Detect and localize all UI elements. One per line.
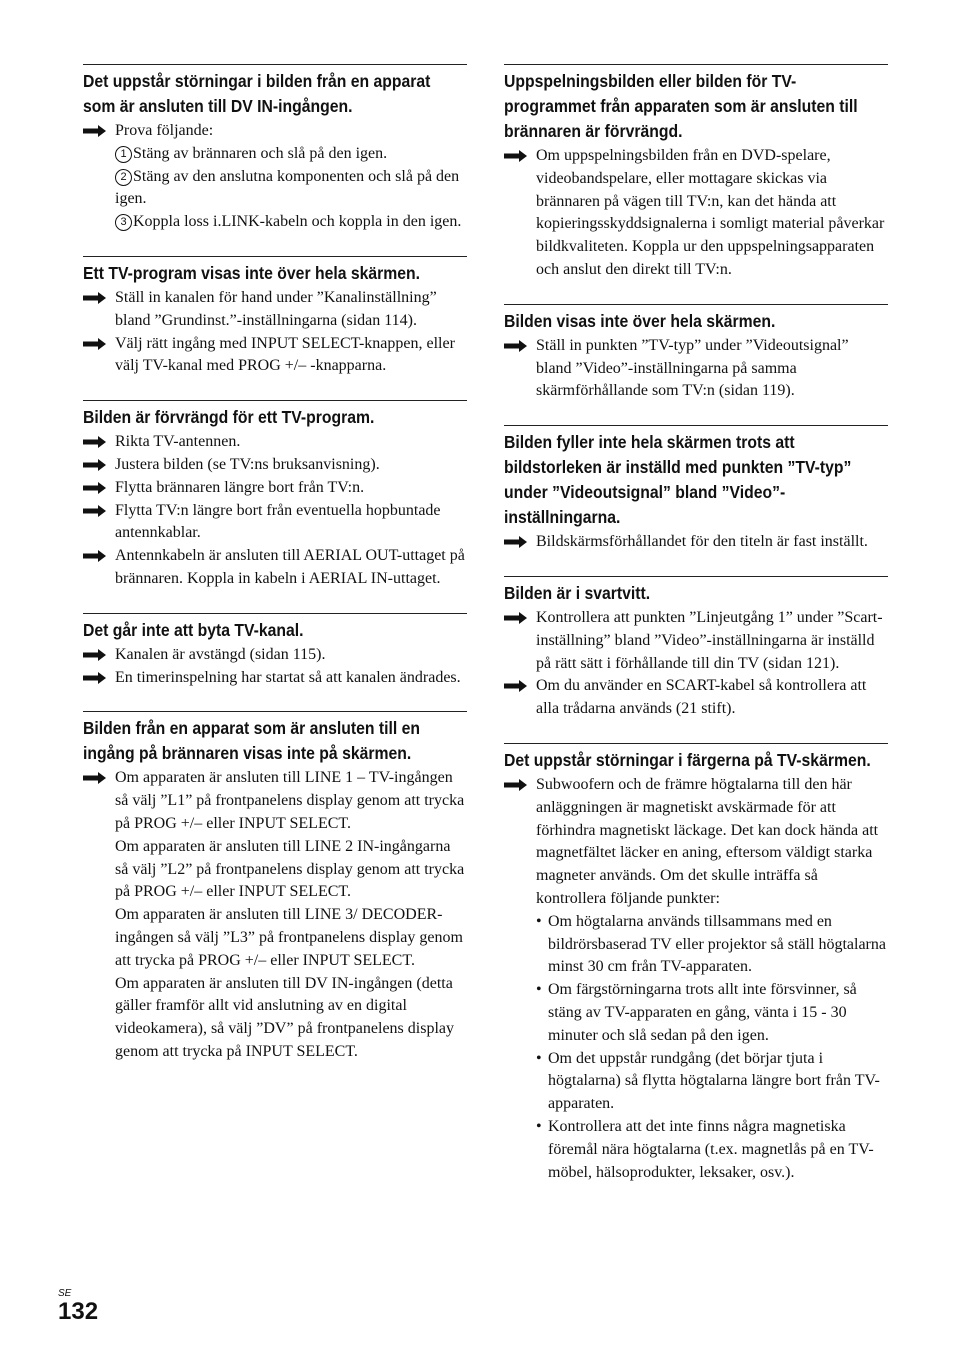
- arrow-right-icon: [83, 459, 106, 471]
- section-cannot-change-channel: [83, 613, 467, 690]
- list-item: Justera bilden (se TV:ns bruksanvisning).: [83, 454, 467, 477]
- arrow-right-icon: [504, 340, 527, 352]
- list-item: Rikta TV-antennen.: [83, 431, 467, 454]
- section-heading: Det uppstår störningar i färgerna på TV-skärmen.: [504, 749, 871, 770]
- region-code: SE: [58, 1288, 72, 1299]
- arrow-right-icon: [504, 536, 527, 548]
- arrow-right-icon: [83, 649, 106, 661]
- section-input-not-shown: [83, 711, 467, 1063]
- section-black-white: [504, 576, 888, 721]
- list-item: Subwoofern och de främre högtalarna till den här anläggningen är magnetiskt avskärmade för att förhindra magnetiskt läckage. Det kan dock hända att magnetfältet läcker en aning, eftersom väldigt starka magneter används. Om det skulle inträffa så kontrollera följande punkter:: [504, 774, 888, 911]
- list-item: Om uppspelningsbilden från en DVD-spelare, videobandspelare, eller mottagare skickas via brännaren på vägen till TV:n, kan det hända att kopieringsskyddsignalerna i somligt material påverkar bildkvaliteten. Koppla ur den uppspelningsapparaten och anslut den direkt till TV:n.: [504, 145, 888, 282]
- numbered-step: 2 Stäng av den anslutna komponenten och slå på den igen.: [115, 167, 460, 208]
- paragraph: Om apparaten är ansluten till DV IN-ingången (detta gäller framför allt vid anslutning av en digital videokamera), så välj ”DV” på frontpanelens display genom att trycka på INPUT SELECT.: [115, 974, 454, 1060]
- list-item: Kanalen är avstängd (sidan 115).: [83, 644, 467, 667]
- bullet-list: [504, 911, 888, 1185]
- list-item: Ställ in punkten ”TV-typ” under ”Videoutsignal” bland ”Video”-inställningarna på samma skärmförhållande som TV:n (sidan 119).: [504, 335, 888, 403]
- section-heading: Bilden är förvrängd för ett TV-program.: [83, 407, 375, 428]
- section-picture-not-full: [504, 304, 888, 403]
- paragraph: Om apparaten är ansluten till LINE 3/ DECODER-ingången så välj ”L3” på frontpanelens display genom att trycka på PROG +/– eller INPUT SELECT.: [115, 906, 463, 969]
- arrow-right-icon: [504, 680, 527, 692]
- arrow-right-icon: [83, 436, 106, 448]
- circled-number-1: 1: [115, 146, 132, 163]
- paragraph: Om apparaten är ansluten till LINE 2 IN-ingångarna så välj ”L2” på frontpanelens display genom att trycka på PROG +/– eller INPUT SELECT.: [115, 837, 465, 901]
- arrow-right-icon: [504, 779, 527, 791]
- section-aspect-fixed: [504, 425, 888, 554]
- section-heading: Bilden från en apparat som är ansluten till en ingång på brännaren visas inte på skärmen.: [83, 718, 420, 764]
- circled-number-2: 2: [115, 169, 132, 186]
- list-item: Välj rätt ingång med INPUT SELECT-knappen, eller välj TV-kanal med PROG +/– -knapparna.: [83, 333, 467, 379]
- arrow-right-icon: [504, 150, 527, 162]
- bullet-item: • Om färgstörningarna trots allt inte försvinner, så stäng av TV-apparaten en gång, vänta i 15 - 30 minuter och slå sedan på den igen.: [548, 979, 888, 1047]
- arrow-right-icon: [83, 338, 106, 350]
- left-column: [83, 64, 467, 1086]
- section-heading: Bilden fyller inte hela skärmen trots att bildstorleken är inställd med punkten ”TV-typ” under ”Videoutsignal” bland ”Video”-inställningarna.: [504, 432, 852, 528]
- arrow-right-icon: [83, 772, 106, 784]
- section-heading: Bilden visas inte över hela skärmen.: [504, 310, 776, 331]
- list-item: Flytta brännaren längre bort från TV:n.: [83, 477, 467, 500]
- arrow-right-icon: [83, 292, 106, 304]
- arrow-right-icon: [504, 612, 527, 624]
- list-item: Flytta TV:n längre bort från eventuella hopbuntade antennkablar.: [83, 500, 467, 546]
- circled-number-3: 3: [115, 214, 132, 231]
- arrow-right-icon: [83, 505, 106, 517]
- bullet-item: • Om högtalarna används tillsammans med en bildrörsbaserad TV eller projektor så ställ högtalarna minst 30 cm från TV-apparaten.: [548, 911, 888, 979]
- numbered-step: 3 Koppla loss i.LINK-kabeln och koppla in den igen.: [83, 211, 467, 234]
- list-item: En timerinspelning har startat så att kanalen ändrades.: [83, 667, 467, 690]
- section-heading: Ett TV-program visas inte över hela skärmen.: [83, 262, 421, 283]
- list-item: Om du använder en SCART-kabel så kontrollera att alla trådarna används (21 stift).: [504, 675, 888, 721]
- arrow-right-icon: [83, 482, 106, 494]
- section-tv-distorted: [83, 400, 467, 591]
- list-item: Om apparaten är ansluten till LINE 1 – TV-ingången så välj ”L1” på frontpanelens display genom att trycka på PROG +/– eller INPUT SELECT.: [83, 767, 467, 835]
- bullet-item: • Kontrollera att det inte finns några magnetiska föremål nära högtalarna (t.ex. magnetlås på en TV-möbel, hälsoprodukter, leksaker, osv.).: [548, 1116, 888, 1184]
- bullet-item: • Om det uppstår rundgång (det börjar tjuta i högtalarna) så flytta högtalarna längre bort från TV-apparaten.: [548, 1048, 888, 1116]
- list-item: Kontrollera att punkten ”Linjeutgång 1” under ”Scart-inställning” bland ”Video”-inställningarna är inställd på rätt sätt i förhållande till din TV (sidan 121).: [504, 607, 888, 675]
- numbered-step: 1 Stäng av brännaren och slå på den igen.: [83, 143, 467, 166]
- section-heading: Det uppstår störningar i bilden från en apparat som är ansluten till DV IN-ingången.: [83, 71, 431, 116]
- section-heading: Bilden är i svartvitt.: [504, 582, 651, 603]
- section-heading: Det går inte att byta TV-kanal.: [83, 619, 304, 640]
- section-dv-in-noise: [83, 64, 467, 234]
- section-color-interference: [504, 743, 888, 1184]
- right-column: [504, 64, 888, 1206]
- list-item: Antennkabeln är ansluten till AERIAL OUT-uttaget på brännaren. Koppla in kabeln i AERIAL IN-uttaget.: [83, 545, 467, 591]
- section-tv-not-full-screen: [83, 256, 467, 378]
- arrow-right-icon: [83, 550, 106, 562]
- section-playback-distorted: [504, 64, 888, 282]
- list-item: Ställ in kanalen för hand under ”Kanalinställning” bland ”Grundinst.”-inställningarna (sidan 114).: [83, 287, 467, 333]
- list-item: Bildskärmsförhållandet för den titeln är fast inställt.: [504, 531, 888, 554]
- arrow-right-icon: [83, 672, 106, 684]
- arrow-right-icon: [83, 125, 106, 137]
- list-item: Prova följande:: [83, 120, 467, 143]
- section-heading: Uppspelningsbilden eller bilden för TV-programmet från apparaten som är ansluten till brännaren är förvrängd.: [504, 71, 858, 141]
- page-number: 132: [58, 1298, 99, 1325]
